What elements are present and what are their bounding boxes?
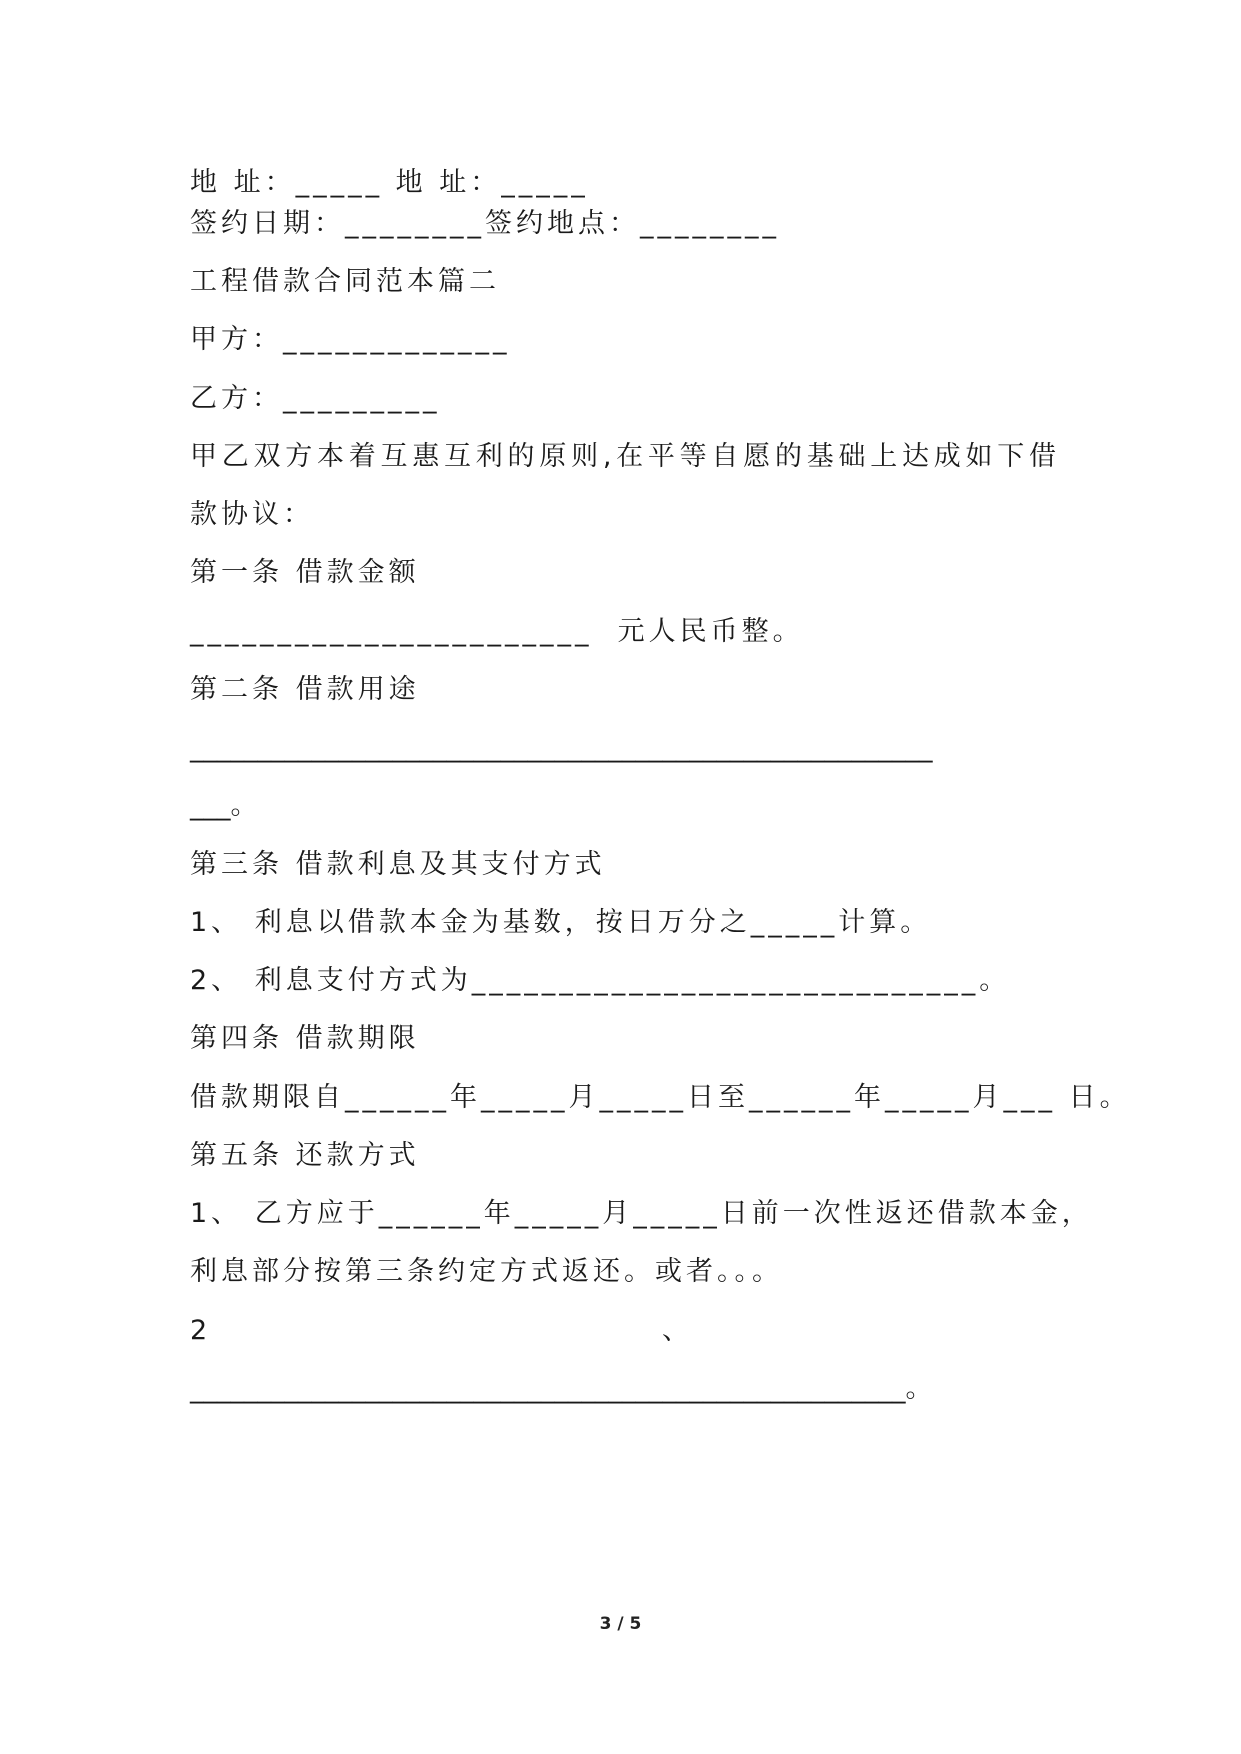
article-1-heading: 第一条 借款金额: [190, 557, 420, 588]
preamble-line-1: 甲乙双方本着互惠互利的原则,在平等自愿的基础上达成如下借: [190, 441, 1060, 472]
loan-purpose-blank-2: ___。: [190, 790, 258, 821]
article-4-heading: 第四条 借款期限: [190, 1023, 420, 1054]
preamble-line-2: 款协议：: [190, 499, 314, 530]
section-title: 工程借款合同范本篇二: [190, 266, 500, 297]
signing-date-place-line: 签约日期：________签约地点：________: [190, 208, 780, 239]
repayment-clause-1: 1、 乙方应于______年_____月_____日前一次性返还借款本金，: [190, 1198, 1093, 1229]
article-2-heading: 第二条 借款用途: [190, 674, 420, 705]
article-5-heading: 第五条 还款方式: [190, 1140, 420, 1171]
loan-term-line: 借款期限自______年_____月_____日至______年_____月___ 日。: [190, 1082, 1131, 1113]
loan-amount-line: _______________________ 元人民币整。: [190, 616, 804, 647]
party-b-line: 乙方：_________: [190, 383, 441, 414]
party-a-line: 甲方：_____________: [190, 324, 511, 355]
repayment-clause-2-blank: _____________________________________________________。: [190, 1373, 933, 1404]
article-3-heading: 第三条 借款利息及其支付方式: [190, 849, 606, 880]
address-line: 地 址：_____ 地 址：_____: [190, 167, 589, 198]
page-number: 3 / 5: [599, 1614, 642, 1634]
loan-purpose-blank-1: _______________________________________________________: [190, 732, 933, 763]
interest-clause-1: 1、 利息以借款本金为基数，按日万分之_____计算。: [190, 907, 932, 938]
repayment-clause-2: 2 、: [190, 1315, 690, 1346]
interest-clause-2: 2、 利息支付方式为_____________________________。: [190, 965, 1011, 996]
repayment-clause-1-cont: 利息部分按第三条约定方式返还。或者。。。: [190, 1256, 783, 1287]
